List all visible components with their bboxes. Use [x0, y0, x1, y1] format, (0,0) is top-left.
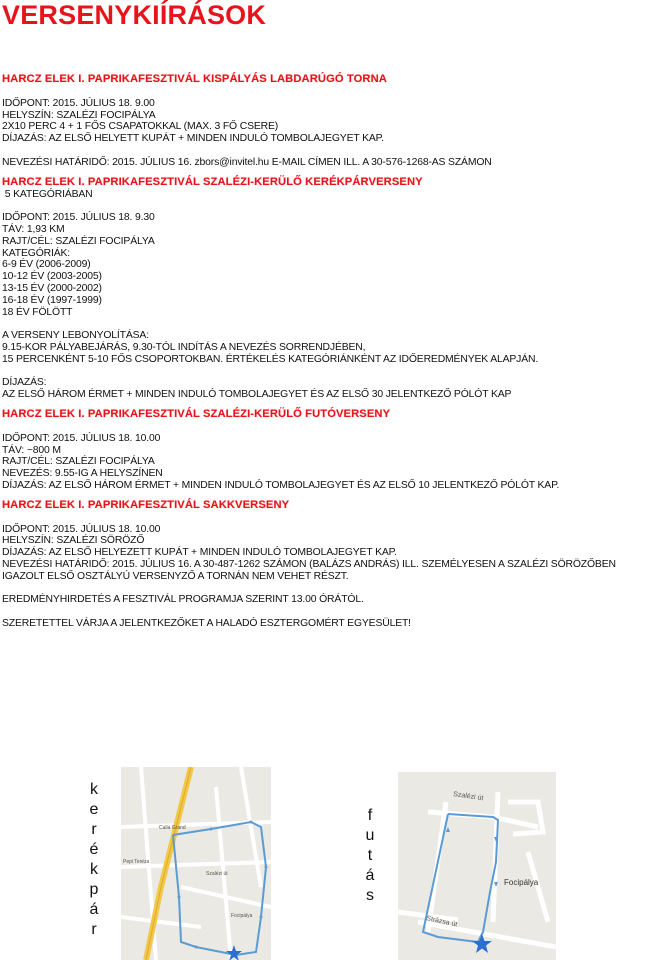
bike-map-label-2: Focipálya — [231, 913, 253, 919]
vertical-letter: k — [90, 781, 98, 798]
text-line: AZ ELSŐ HÁROM ÉRMET + MINDEN INDULÓ TOMBOLAJEGYET ÉS AZ ELSŐ 30 JELENTKEZŐ PÓLÓT KAP — [2, 389, 512, 401]
run-vertical-label — [362, 806, 378, 906]
text-line: IGAZOLT ELSŐ OSZTÁLYÚ VERSENYZŐ A TORNÁN NEM VEHET RÉSZT. — [2, 570, 349, 582]
section-heading: HARCZ ELEK I. PAPRIKAFESZTIVÁL KISPÁLYÁS LABDARÚGÓ TORNA — [2, 73, 387, 85]
text-line: 6-9 ÉV (2006-2009) — [2, 259, 91, 271]
text-line: TÁV: 1,93 KM — [2, 223, 65, 235]
bike-route-map — [121, 767, 271, 960]
section-heading: HARCZ ELEK I. PAPRIKAFESZTIVÁL SZALÉZI-KERÜLŐ FUTÓVERSENY — [2, 407, 391, 420]
text-line: A VERSENY LEBONYOLÍTÁSA: — [2, 330, 149, 342]
run-map-label-1: Focipálya — [504, 878, 539, 887]
section-heading: HARCZ ELEK I. PAPRIKAFESZTIVÁL SAKKVERSENY — [2, 498, 290, 511]
text-line: DÍJAZÁS: — [2, 377, 47, 389]
text-line: 9.15-KOR PÁLYABEJÁRÁS, 9.30-TÓL INDÍTÁS A NEVEZÉS SORRENDJÉBEN, — [2, 341, 366, 353]
text-line: IDŐPONT: 2015. JÚLIUS 18. 10.00 — [2, 523, 161, 535]
run-map-label-2: Strázsa út — [425, 915, 458, 929]
section-3 — [2, 498, 654, 636]
vertical-letter: u — [365, 827, 375, 844]
text-line: IDŐPONT: 2015. JÚLIUS 18. 9.30 — [2, 212, 155, 224]
text-line: 10-12 ÉV (2003-2005) — [2, 271, 102, 283]
text-line: KATEGÓRIÁK: — [2, 247, 71, 259]
text-line: IDŐPONT: 2015. JÚLIUS 18. 9.00 — [2, 97, 155, 109]
text-line: EREDMÉNYHIRDETÉS A FESZTIVÁL PROGRAMJA SZERINT 13.00 ÓRÁTÓL. — [2, 594, 364, 606]
section-0 — [2, 72, 654, 175]
text-line: NEVEZÉSI HATÁRIDŐ: 2015. JÚLIUS 16. zbors@invitel.hu E-MAIL CÍMEN ILL. A 30-576-1268-AS SZÁMON — [2, 156, 492, 168]
text-line: HELYSZÍN: SZALÉZI SÖRÖZŐ — [2, 535, 145, 547]
section-intro: 5 KATEGÓRIÁBAN — [2, 188, 93, 200]
vertical-letter: k — [90, 861, 98, 878]
vertical-letter: r — [91, 821, 97, 838]
text-line: 16-18 ÉV (1997-1999) — [2, 294, 102, 306]
text-line: SZERETETTEL VÁRJA A JELENTKEZŐKET A HALADÓ ESZTERGOMÉRT EGYESÜLET! — [2, 617, 411, 629]
text-line: 13-15 ÉV (2000-2002) — [2, 282, 102, 294]
text-line: NEVEZÉSI HATÁRIDŐ: 2015. JÚLIUS 16. A 30-487-1262 SZÁMON (BALÁZS ANDRÁS) ILL. SZEMÉLYESEN A SZALÉZI SÖRÖZŐBEN — [2, 558, 616, 570]
text-line: HELYSZÍN: SZALÉZI FOCIPÁLYA — [2, 109, 156, 121]
vertical-letter: e — [89, 801, 99, 818]
vertical-letter: á — [89, 901, 99, 918]
bike-map-label-3: Pepi Teréza — [123, 859, 150, 865]
text-line: DÍJAZÁS: AZ ELSŐ HELYETT KUPÁT + MINDEN INDULÓ TOMBOLAJEGYET KAP. — [2, 133, 384, 145]
run-map-label-0: Szalézi út — [452, 791, 484, 803]
bike-map-label-1: Szalézi út — [206, 871, 228, 877]
section-2 — [2, 407, 654, 498]
page-title: VERSENYKIÍRÁSOK — [2, 0, 267, 30]
text-line: RAJT/CÉL: SZALÉZI FOCIPÁLYA — [2, 456, 155, 468]
text-line: TÁV: ~800 M — [2, 444, 61, 456]
bike-vertical-label — [86, 780, 102, 940]
vertical-letter: f — [367, 807, 373, 824]
vertical-letter: t — [367, 847, 373, 864]
text-line: NEVEZÉS: 9.55-IG A HELYSZÍNEN — [2, 468, 163, 480]
announcements — [2, 72, 654, 636]
text-line: 15 PERCENKÉNT 5-10 FŐS CSOPORTOKBAN. ÉRTÉKELÉS KATEGÓRIÁNKÉNT AZ IDŐEREDMÉNYEK ALAPJÁN. — [2, 353, 539, 365]
vertical-letter: r — [91, 921, 97, 938]
vertical-letter: p — [89, 881, 99, 898]
text-line: 2X10 PERC 4 + 1 FŐS CSAPATOKKAL (MAX. 3 FŐ CSERE) — [2, 121, 279, 133]
maps-area — [0, 760, 656, 960]
section-heading: HARCZ ELEK I. PAPRIKAFESZTIVÁL SZALÉZI-KERÜLŐ KERÉKPÁRVERSENY — [2, 175, 423, 188]
vertical-letter: s — [366, 887, 374, 904]
vertical-letter: é — [89, 841, 99, 858]
vertical-letter: á — [365, 867, 375, 884]
text-line: DÍJAZÁS: AZ ELSŐ HELYEZETT KUPÁT + MINDEN INDULÓ TOMBOLAJEGYET KAP. — [2, 547, 397, 559]
section-1 — [2, 175, 654, 407]
text-line: 18 ÉV FÖLÖTT — [2, 306, 73, 318]
bike-map-label-0: Calla Grand — [159, 825, 186, 831]
text-line: DÍJAZÁS: AZ ELSŐ HÁROM ÉRMET + MINDEN INDULÓ TOMBOLAJEGYET ÉS AZ ELSŐ 10 JELENTKEZŐ PÓLÓT KAP. — [2, 479, 560, 491]
text-line: RAJT/CÉL: SZALÉZI FOCIPÁLYA — [2, 235, 155, 247]
text-line: IDŐPONT: 2015. JÚLIUS 18. 10.00 — [2, 432, 161, 444]
run-route-map — [398, 772, 556, 960]
